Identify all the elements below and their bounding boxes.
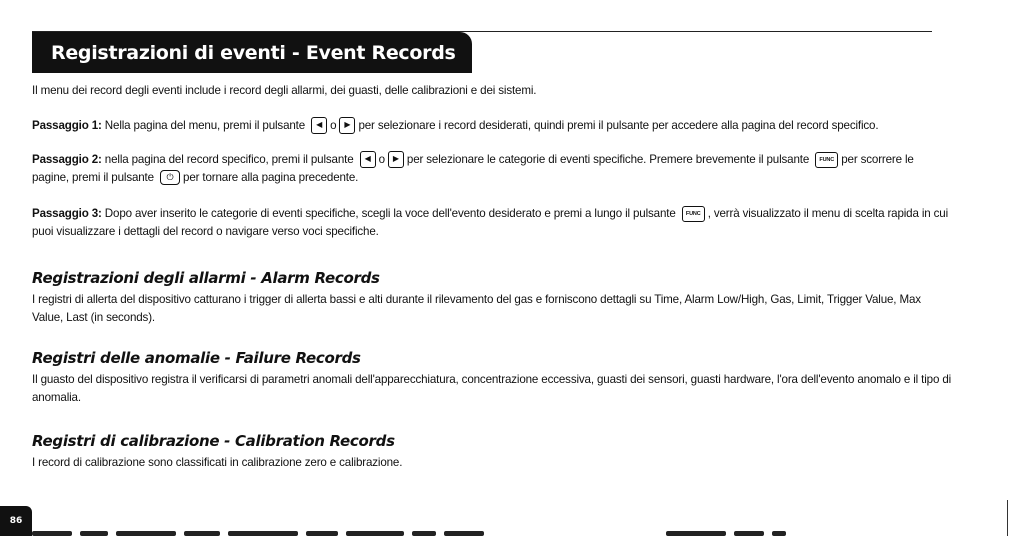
- step-2-text-b: per selezionare le categorie di eventi specifiche. Premere brevemente il pulsante: [406, 153, 810, 166]
- left-arrow-key-icon: ◀: [311, 117, 327, 134]
- calibration-records-text: I record di calibrazione sono classificati in calibrazione zero e calibrazione.: [32, 456, 403, 469]
- step-3-label: Passaggio 3:: [32, 207, 102, 220]
- calibration-records-heading: Registri di calibrazione - Calibration Records: [32, 432, 395, 450]
- failure-records-text: Il guasto del dispositivo registra il verificarsi di parametri anomali dell'apparecchiatura, concentrazione eccessiva, guasti dei sensori, guasti hardware, l'ora dell'evento anomalo e il tipo di anomalia.: [32, 373, 952, 404]
- alarm-records-text: I registri di allerta del dispositivo catturano i trigger di allerta bassi e alti durante il rilevamento del gas e forniscono dettagli su Time, Alarm Low/High, Gas, Limit, Trigger Value, Max Value, Last (in seconds).: [32, 293, 921, 324]
- func-key-icon: FUNC: [815, 152, 838, 168]
- step-2-or: o: [378, 153, 385, 166]
- page-number: [0, 506, 32, 536]
- step-2-label: Passaggio 2:: [32, 153, 102, 166]
- step-2-text-d: per tornare alla pagina precedente.: [183, 171, 359, 184]
- power-key-icon: ⏻: [160, 170, 180, 185]
- step-2-text-a: nella pagina del record specifico, premi il pulsante: [101, 153, 354, 166]
- step-1-text-b: per selezionare i record desiderati, quindi premi il pulsante per accedere alla pagina del record specifico.: [358, 119, 879, 132]
- step-1-label: Passaggio 1:: [32, 119, 102, 132]
- right-arrow-key-icon: ▶: [339, 117, 355, 134]
- step-3-text-b: , verrà visualizzato il menu di scelta rapida in cui puoi visualizzare i dettagli del record o navigare verso voci specifiche.: [32, 207, 949, 238]
- cut-off-text-line: [32, 528, 792, 536]
- step-3-paragraph: [32, 205, 952, 241]
- left-arrow-key-icon: ◀: [360, 151, 376, 168]
- failure-records-heading: Registri delle anomalie - Failure Records: [32, 349, 361, 367]
- intro-paragraph: Il menu dei record degli eventi include i record degli allarmi, dei guasti, delle calibrazioni e dei sistemi.: [32, 84, 537, 97]
- page-edge-line: [1007, 500, 1008, 536]
- func-key-icon: FUNC: [682, 206, 705, 222]
- step-1-or: o: [330, 119, 337, 132]
- step-3-text-a: Dopo aver inserito le categorie di eventi specifiche, scegli la voce dell'evento desiderato e premi a lungo il pulsante: [101, 207, 676, 220]
- step-2-paragraph: [32, 151, 952, 187]
- step-1-text-a: Nella pagina del menu, premi il pulsante: [101, 119, 306, 132]
- page-number-text: 86: [9, 516, 23, 526]
- alarm-records-heading: Registrazioni degli allarmi - Alarm Records: [32, 269, 380, 287]
- section-title-text: Registrazioni di eventi - Event Records: [51, 41, 456, 64]
- step-2-text-c: per scorrere le pagine, premi il pulsante: [32, 153, 914, 184]
- step-1-paragraph: [32, 117, 952, 135]
- right-arrow-key-icon: ▶: [388, 151, 404, 168]
- section-title: [32, 32, 472, 73]
